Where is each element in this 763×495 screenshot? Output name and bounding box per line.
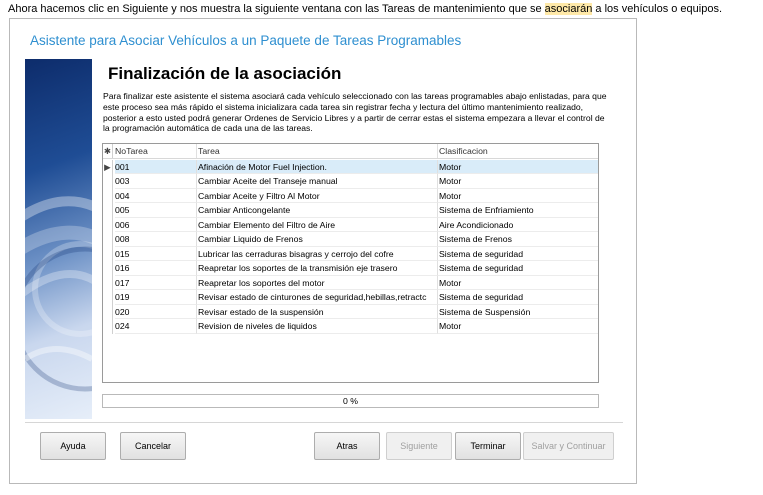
table-row[interactable] [103,203,598,218]
cell-tarea[interactable]: Cambiar Elemento del Filtro de Aire [197,218,438,233]
page-heading: Finalización de la asociación [108,64,342,83]
cell-tarea[interactable]: Cambiar Anticongelante [197,203,438,218]
grid-header-row [103,144,598,159]
tasks-grid[interactable] [102,143,599,383]
row-selector-marker [103,305,113,320]
row-selector-marker [103,218,113,233]
cell-notarea[interactable]: 003 [115,174,197,189]
grid-header-tarea[interactable]: Tarea [197,144,438,158]
table-row[interactable] [103,218,598,233]
cell-clasificacion[interactable]: Sistema de seguridad [438,290,598,305]
footer-divider [25,422,623,423]
cell-notarea[interactable]: 006 [115,218,197,233]
caption-text-before: Ahora hacemos clic en Siguiente y nos muestra la siguiente ventana con las Tareas de mantenimiento que se [8,3,545,15]
table-row[interactable] [103,232,598,247]
cell-notarea[interactable]: 024 [115,319,197,334]
wizard-title: Asistente para Asociar Vehículos a un Paquete de Tareas Programables [30,33,462,48]
cell-tarea[interactable]: Lubricar las cerraduras bisagras y cerrojo del cofre [197,247,438,262]
help-button[interactable]: Ayuda [40,432,106,460]
grid-header-clasificacion[interactable]: Clasificacion [439,146,488,156]
cell-notarea[interactable]: 008 [115,232,197,247]
grid-header-new-row-marker: ✱ [103,146,112,156]
cell-notarea[interactable]: 001 [115,160,197,175]
cell-notarea[interactable]: 015 [115,247,197,262]
cell-clasificacion[interactable]: Motor [438,319,598,334]
row-selector-marker [103,189,113,204]
row-selector-marker [103,247,113,262]
cell-tarea[interactable]: Cambiar Liquido de Frenos [197,232,438,247]
cell-tarea[interactable]: Revisar estado de cinturones de seguridad,hebillas,retractc [197,290,438,305]
progress-label: 0 % [343,396,358,406]
cell-clasificacion[interactable]: Sistema de seguridad [438,247,598,262]
grid-header-notarea[interactable]: NoTarea [115,144,197,158]
caption-highlighted-word: asociarán [544,3,593,15]
next-button[interactable]: Siguiente [386,432,452,460]
cell-tarea[interactable]: Cambiar Aceite y Filtro Al Motor [197,189,438,204]
back-button[interactable]: Atras [314,432,380,460]
page-description: Para finalizar este asistente el sistema asociará cada vehículo seleccionado con las tareas programables abajo enlistadas, para que este proceso sea más rápido el sistema inicializara cada tarea sin registrar fecha y lectura del último mantenimiento realizado, posterior a esto usted podrá generar Ordenes de Servicio Libres y a partir de cerrar estas el sistema empezara a llevar el control de la programación automática de cada una de las tareas. [103,91,607,134]
cell-tarea[interactable]: Cambiar Aceite del Transeje manual [197,174,438,189]
cell-tarea[interactable]: Revision de niveles de liquidos [197,319,438,334]
wizard-side-banner-image [25,59,92,419]
finish-button[interactable]: Terminar [455,432,521,460]
banner-swirl-graphic [25,59,92,419]
caption-text-after: a los vehículos o equipos. [592,3,723,15]
cell-clasificacion[interactable]: Sistema de seguridad [438,261,598,276]
cell-clasificacion[interactable]: Sistema de Enfriamiento [438,203,598,218]
table-row[interactable] [103,305,598,320]
cell-notarea[interactable]: 005 [115,203,197,218]
row-selector-marker [103,276,113,291]
table-row[interactable] [103,319,598,334]
row-selector-marker [103,232,113,247]
cell-tarea[interactable]: Reapretar los soportes de la transmisión eje trasero [197,261,438,276]
table-row[interactable] [103,261,598,276]
row-selector-marker [103,319,113,334]
row-selector-marker [103,203,113,218]
cell-tarea[interactable]: Reapretar los soportes del motor [197,276,438,291]
cell-tarea[interactable]: Revisar estado de la suspensión [197,305,438,320]
cell-tarea[interactable]: Afinación de Motor Fuel Injection. [197,160,438,175]
table-row[interactable] [103,174,598,189]
row-selector-marker [103,290,113,305]
cell-notarea[interactable]: 019 [115,290,197,305]
cell-notarea[interactable]: 016 [115,261,197,276]
table-row[interactable] [103,189,598,204]
cell-clasificacion[interactable]: Sistema de Suspensión [438,305,598,320]
association-progress-bar [102,394,599,408]
row-selector-marker: ▶ [103,160,113,175]
cell-clasificacion[interactable]: Aire Acondicionado [438,218,598,233]
cancel-button[interactable]: Cancelar [120,432,186,460]
cell-notarea[interactable]: 020 [115,305,197,320]
cell-clasificacion[interactable]: Motor [438,174,598,189]
cell-clasificacion[interactable]: Motor [438,189,598,204]
row-selector-marker [103,261,113,276]
cell-clasificacion[interactable]: Sistema de Frenos [438,232,598,247]
save-and-continue-button[interactable]: Salvar y Continuar [523,432,614,460]
table-row[interactable] [103,290,598,305]
cell-clasificacion[interactable]: Motor [438,160,598,175]
cell-notarea[interactable]: 004 [115,189,197,204]
cell-notarea[interactable]: 017 [115,276,197,291]
cell-clasificacion[interactable]: Motor [438,276,598,291]
row-selector-marker [103,174,113,189]
table-row[interactable] [103,160,598,175]
wizard-window [9,18,637,484]
table-row[interactable] [103,247,598,262]
tutorial-caption [8,3,722,15]
table-row[interactable] [103,276,598,291]
